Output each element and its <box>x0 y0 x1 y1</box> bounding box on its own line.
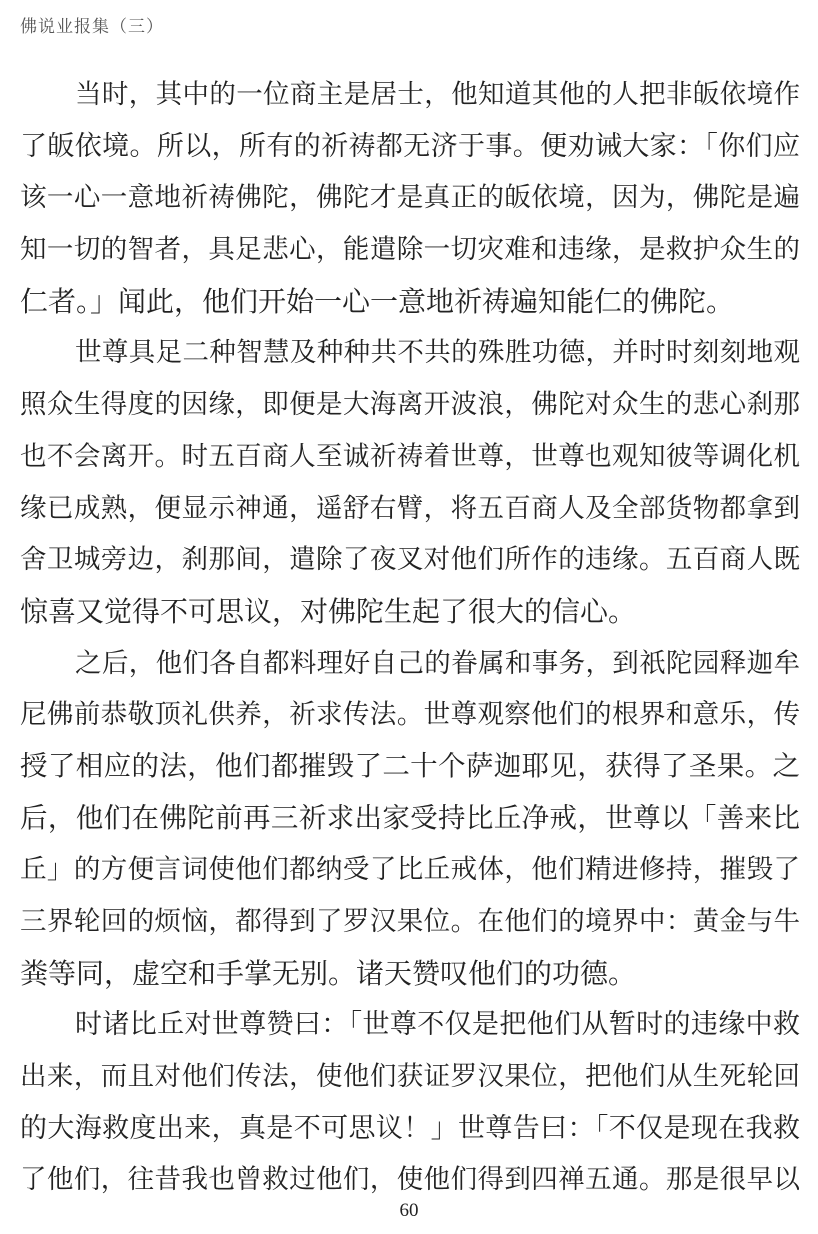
paragraph <box>20 638 800 1000</box>
text-line: 世尊具足二种智慧及种种共不共的殊胜功德，并时时刻刻地观 <box>75 337 800 369</box>
text-line: 当时，其中的一位商主是居士，他知道其他的人把非皈依境作 <box>75 79 800 110</box>
text-line: 后，他们在佛陀前再三祈求出家受持比丘净戒，世尊以「善来比 <box>20 801 800 834</box>
text-line: 出来，而且对他们传法，使他们获证罗汉果位，把他们从生死轮回 <box>20 1061 800 1093</box>
text-line: 的大海救度出来，真是不可思议！」世尊告曰：「不仅是现在我救 <box>20 1112 800 1144</box>
text-line: 照众生得度的因缘，即便是大海离开波浪，佛陀对众生的悲心刹那 <box>20 389 800 421</box>
paragraph <box>20 999 800 1206</box>
text-line: 三界轮回的烦恼，都得到了罗汉果位。在他们的境界中：黄金与牛 <box>20 906 800 937</box>
text-line: 仁者。」闻此，他们开始一心一意地祈祷遍知能仁的佛陀。 <box>20 284 735 318</box>
running-header: 佛说业报集（三） <box>20 17 164 37</box>
text-line: 缘已成熟，便显示神通，遥舒右臂，将五百商人及全部货物都拿到 <box>20 492 800 524</box>
text-line: 之后，他们各自都料理好自己的眷属和事务，到祇陀园释迦牟 <box>75 647 800 679</box>
text-line: 知一切的智者，具足悲心，能遣除一切灾难和违缘，是救护众生的 <box>20 234 800 266</box>
text-line: 时诸比丘对世尊赞曰：「世尊不仅是把他们从暂时的违缘中救 <box>75 1009 800 1041</box>
paragraph <box>20 69 800 327</box>
text-line: 舍卫城旁边，刹那间，遣除了夜叉对他们所作的违缘。五百商人既 <box>20 544 800 576</box>
text-line: 授了相应的法，他们都摧毁了二十个萨迦耶见，获得了圣果。之 <box>20 749 800 782</box>
text-line: 也不会离开。时五百商人至诚祈祷着世尊，世尊也观知彼等调化机 <box>20 440 800 472</box>
text-line: 了皈依境。所以，所有的祈祷都无济于事。便劝诫大家：「你们应 <box>20 130 800 162</box>
page-number: 60 <box>399 1200 419 1221</box>
body-text <box>20 69 800 1206</box>
text-line: 尼佛前恭敬顶礼供养，祈求传法。世尊观察他们的根界和意乐，传 <box>20 699 800 731</box>
text-line: 丘」的方便言词使他们都纳受了比丘戒体，他们精进修持，摧毁了 <box>20 854 800 886</box>
paragraph <box>20 327 800 637</box>
text-line: 了他们，往昔我也曾救过他们，使他们得到四禅五通。那是很早以 <box>20 1164 800 1196</box>
text-line: 粪等同，虚空和手掌无别。诸天赞叹他们的功德。 <box>20 956 637 990</box>
text-line: 惊喜又觉得不可思议，对佛陀生起了很大的信心。 <box>20 594 637 628</box>
text-line: 该一心一意地祈祷佛陀，佛陀才是真正的皈依境，因为，佛陀是遍 <box>20 182 800 214</box>
